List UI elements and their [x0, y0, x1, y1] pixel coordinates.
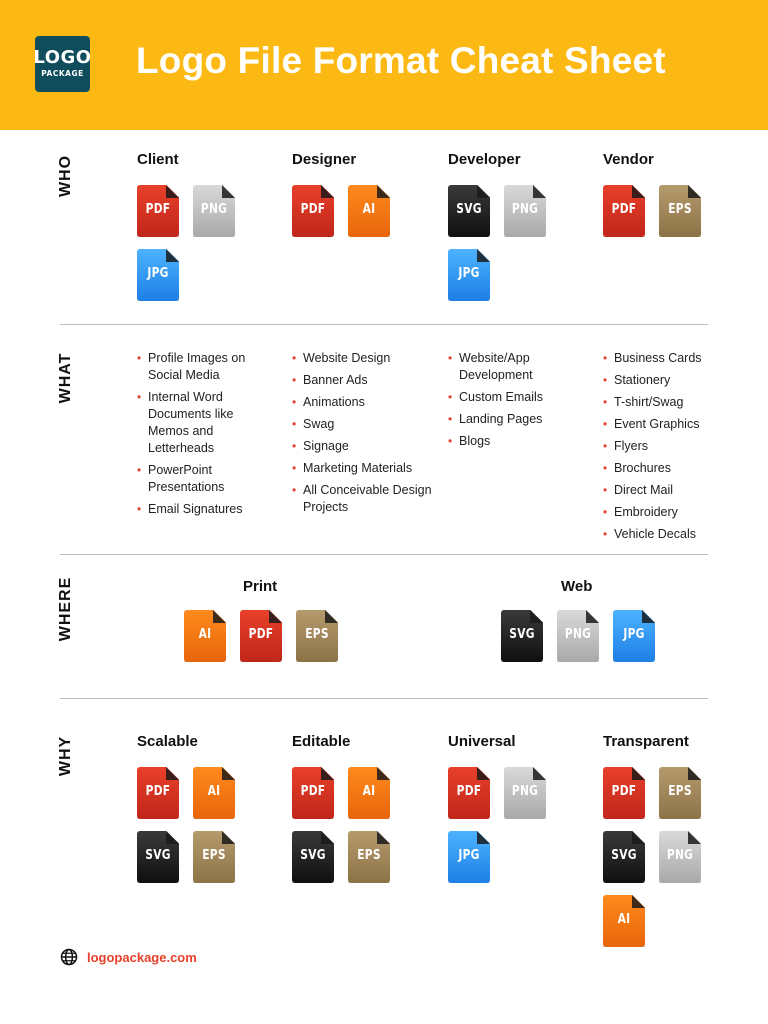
- svg-file-icon: [501, 610, 543, 662]
- ai-file-icon: [193, 767, 235, 819]
- list-item: • Flyers: [603, 438, 743, 455]
- png-file-icon: [557, 610, 599, 662]
- file-format-label: PNG: [511, 784, 539, 799]
- jpg-file-icon: [137, 249, 179, 301]
- png-file-icon: [504, 185, 546, 237]
- list-item: • Brochures: [603, 460, 743, 477]
- what-list-developer: [448, 350, 588, 455]
- file-format-label: JPG: [147, 266, 169, 281]
- jpg-file-icon: [448, 249, 490, 301]
- file-format-label: PNG: [200, 202, 228, 217]
- divider-what-where: [60, 554, 708, 555]
- file-format-label: EPS: [305, 627, 329, 642]
- file-format-label: SVG: [145, 848, 171, 863]
- list-item: • Marketing Materials: [292, 460, 432, 477]
- footer: [60, 948, 197, 966]
- list-item: • All Conceivable Design Projects: [292, 482, 432, 516]
- pdf-file-icon: [603, 767, 645, 819]
- eps-file-icon: [296, 610, 338, 662]
- logo-text-line2: PACKAGE: [41, 69, 84, 78]
- file-format-label: EPS: [202, 848, 226, 863]
- why-column-universal: Universal: [448, 733, 516, 750]
- pdf-file-icon: [292, 767, 334, 819]
- file-format-label: PDF: [300, 202, 326, 217]
- where-column-web: Web: [561, 578, 593, 595]
- ai-file-icon: [184, 610, 226, 662]
- pdf-file-icon: [603, 185, 645, 237]
- who-column-vendor: Vendor: [603, 151, 654, 168]
- file-format-label: PDF: [248, 627, 274, 642]
- eps-file-icon: [659, 185, 701, 237]
- file-format-label: PDF: [611, 202, 637, 217]
- file-format-label: SVG: [456, 202, 482, 217]
- list-item: • T-shirt/Swag: [603, 394, 743, 411]
- list-item: • Vehicle Decals: [603, 526, 743, 543]
- jpg-file-icon: [448, 831, 490, 883]
- file-format-label: JPG: [458, 266, 480, 281]
- why-column-transparent: Transparent: [603, 733, 689, 750]
- file-format-label: JPG: [458, 848, 480, 863]
- list-item: • Email Signatures: [137, 501, 277, 518]
- file-format-label: AI: [362, 784, 376, 799]
- list-item: • Landing Pages: [448, 411, 588, 428]
- ai-file-icon: [348, 185, 390, 237]
- list-item: • Direct Mail: [603, 482, 743, 499]
- list-item: • Business Cards: [603, 350, 743, 367]
- section-label-where: WHERE: [57, 576, 74, 642]
- logo-text-line1: LOGO: [33, 47, 92, 68]
- file-format-label: PDF: [300, 784, 326, 799]
- what-list-designer: [292, 350, 432, 521]
- file-format-label: SVG: [509, 627, 535, 642]
- png-file-icon: [193, 185, 235, 237]
- list-item: • Stationery: [603, 372, 743, 389]
- list-item: • Banner Ads: [292, 372, 432, 389]
- svg-file-icon: [137, 831, 179, 883]
- list-item: • Internal Word Documents like Memos and Letterheads: [137, 389, 277, 457]
- pdf-file-icon: [240, 610, 282, 662]
- jpg-file-icon: [613, 610, 655, 662]
- pdf-file-icon: [137, 767, 179, 819]
- file-format-label: SVG: [300, 848, 326, 863]
- svg-file-icon: [448, 185, 490, 237]
- file-format-label: PDF: [611, 784, 637, 799]
- pdf-file-icon: [137, 185, 179, 237]
- what-list-client: [137, 350, 277, 523]
- logo: [35, 36, 90, 92]
- list-item: • Blogs: [448, 433, 588, 450]
- section-label-why: WHY: [57, 735, 74, 777]
- file-format-label: PNG: [564, 627, 592, 642]
- section-label-what: WHAT: [57, 352, 74, 404]
- eps-file-icon: [659, 767, 701, 819]
- list-item: • Swag: [292, 416, 432, 433]
- eps-file-icon: [348, 831, 390, 883]
- file-format-label: AI: [617, 912, 631, 927]
- divider-who-what: [60, 324, 708, 325]
- list-item: • Embroidery: [603, 504, 743, 521]
- pdf-file-icon: [292, 185, 334, 237]
- list-item: • Profile Images on Social Media: [137, 350, 277, 384]
- ai-file-icon: [348, 767, 390, 819]
- file-format-label: PDF: [145, 784, 171, 799]
- file-format-label: JPG: [623, 627, 645, 642]
- list-item: • Event Graphics: [603, 416, 743, 433]
- ai-file-icon: [603, 895, 645, 947]
- page-title: Logo File Format Cheat Sheet: [136, 40, 666, 81]
- who-column-designer: Designer: [292, 151, 357, 168]
- where-column-print: Print: [243, 578, 278, 595]
- file-format-label: SVG: [611, 848, 637, 863]
- svg-file-icon: [292, 831, 334, 883]
- divider-where-why: [60, 698, 708, 699]
- pdf-file-icon: [448, 767, 490, 819]
- list-item: • Custom Emails: [448, 389, 588, 406]
- list-item: • Website/App Development: [448, 350, 588, 384]
- why-column-scalable: Scalable: [137, 733, 198, 750]
- globe-icon: [60, 948, 78, 966]
- file-format-label: PNG: [666, 848, 694, 863]
- who-column-client: Client: [137, 151, 179, 168]
- file-format-label: EPS: [668, 202, 692, 217]
- file-format-label: AI: [207, 784, 221, 799]
- file-format-label: PDF: [145, 202, 171, 217]
- list-item: • Animations: [292, 394, 432, 411]
- page-header: [0, 0, 768, 130]
- why-column-editable: Editable: [292, 733, 351, 750]
- section-label-who: WHO: [57, 154, 74, 198]
- list-item: • PowerPoint Presentations: [137, 462, 277, 496]
- what-list-vendor: [603, 350, 743, 548]
- list-item: • Website Design: [292, 350, 432, 367]
- svg-file-icon: [603, 831, 645, 883]
- eps-file-icon: [193, 831, 235, 883]
- file-format-label: EPS: [357, 848, 381, 863]
- png-file-icon: [659, 831, 701, 883]
- website-link[interactable]: logopackage.com: [87, 949, 197, 965]
- file-format-label: AI: [362, 202, 376, 217]
- png-file-icon: [504, 767, 546, 819]
- list-item: • Signage: [292, 438, 432, 455]
- file-format-label: AI: [198, 627, 212, 642]
- who-column-developer: Developer: [448, 151, 521, 168]
- file-format-label: PNG: [511, 202, 539, 217]
- file-format-label: PDF: [456, 784, 482, 799]
- file-format-label: EPS: [668, 784, 692, 799]
